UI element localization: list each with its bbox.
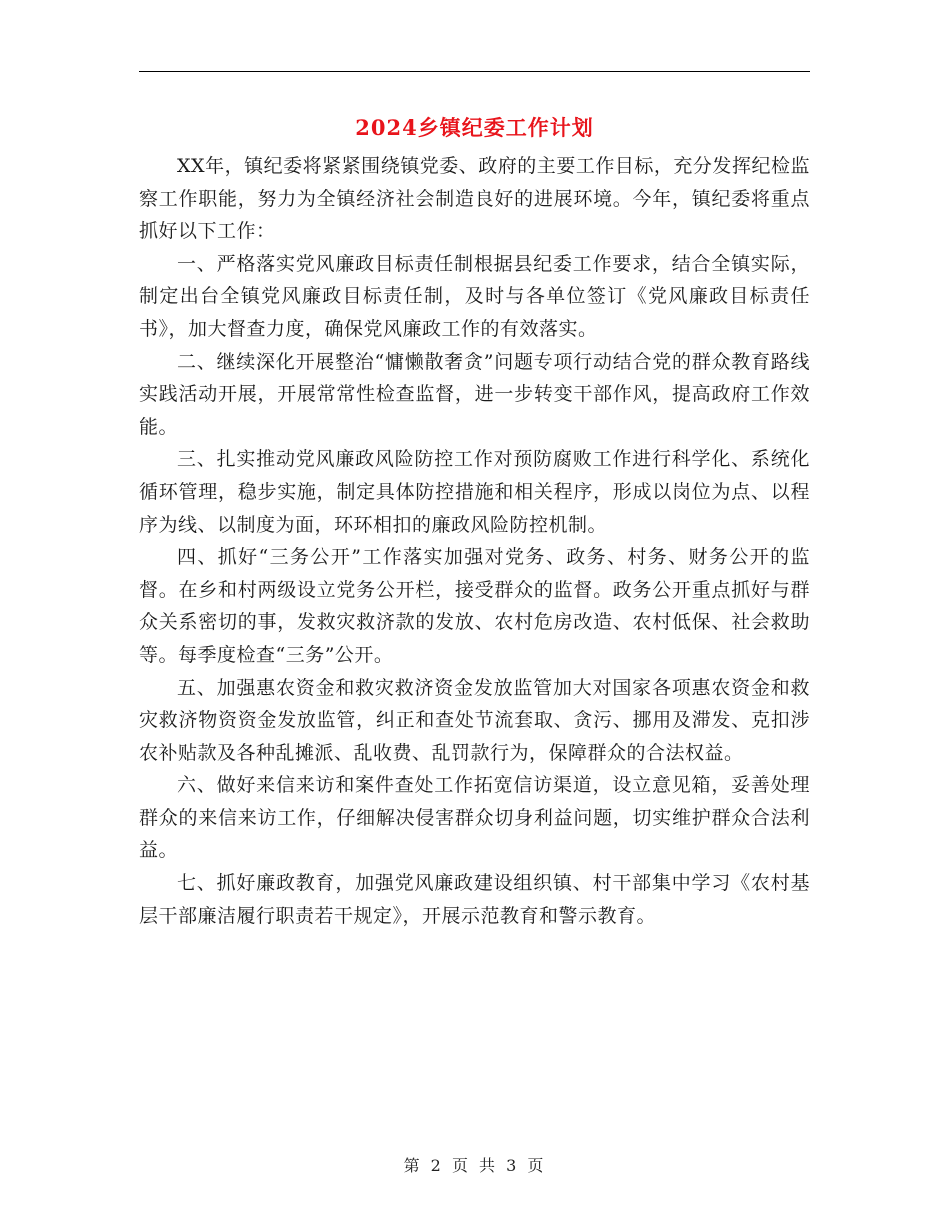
document-body [139, 150, 810, 932]
section-paragraph-6: 六、做好来信来访和案件查处工作拓宽信访渠道，设立意见箱，妥善处理群众的来信来访工作，仔细解决侵害群众切身利益问题，切实维护群众合法利益。 [139, 774, 810, 862]
section-paragraph-1: 一、严格落实党风廉政目标责任制根据县纪委工作要求，结合全镇实际，制定出台全镇党风廉政目标责任制，及时与各单位签订《党风廉政目标责任书》，加大督查力度，确保党风廉政工作的有效落实。 [139, 252, 810, 340]
section-paragraph-5: 五、加强惠农资金和救灾救济资金发放监管加大对国家各项惠农资金和救灾救济物资资金发放监管，纠正和查处节流套取、贪污、挪用及滞发、克扣涉农补贴款及各种乱摊派、乱收费、乱罚款行为，保障群众的合法权益。 [139, 676, 810, 764]
section-paragraph-7: 七、抓好廉政教育，加强党风廉政建设组织镇、村干部集中学习《农村基层干部廉洁履行职责若干规定》，开展示范教育和警示教育。 [139, 872, 810, 927]
section-paragraph-4: 四、抓好“三务公开”工作落实加强对党务、政务、村务、财务公开的监督。在乡和村两级设立党务公开栏，接受群众的监督。政务公开重点抓好与群众关系密切的事，发救灾救济款的发放、农村危房改造、农村低保、社会救助等。每季度检查“三务”公开。 [139, 546, 810, 666]
section-paragraph-2: 二、继续深化开展整治“慵懒散奢贪”问题专项行动结合党的群众教育路线实践活动开展，开展常常性检查监督，进一步转变干部作风，提高政府工作效能。 [139, 350, 810, 438]
intro-paragraph: XX年，镇纪委将紧紧围绕镇党委、政府的主要工作目标，充分发挥纪检监察工作职能，努力为全镇经济社会制造良好的进展环境。今年，镇纪委将重点抓好以下工作： [139, 155, 810, 243]
header-divider [139, 71, 810, 72]
page-number-footer: 第 2 页 共 3 页 [403, 1156, 547, 1175]
document-title: 2024乡镇纪委工作计划 [355, 115, 594, 140]
section-paragraph-3: 三、扎实推动党风廉政风险防控工作对预防腐败工作进行科学化、系统化循环管理，稳步实施，制定具体防控措施和相关程序，形成以岗位为点、以程序为线、以制度为面，环环相扣的廉政风险防控机制。 [139, 448, 810, 536]
